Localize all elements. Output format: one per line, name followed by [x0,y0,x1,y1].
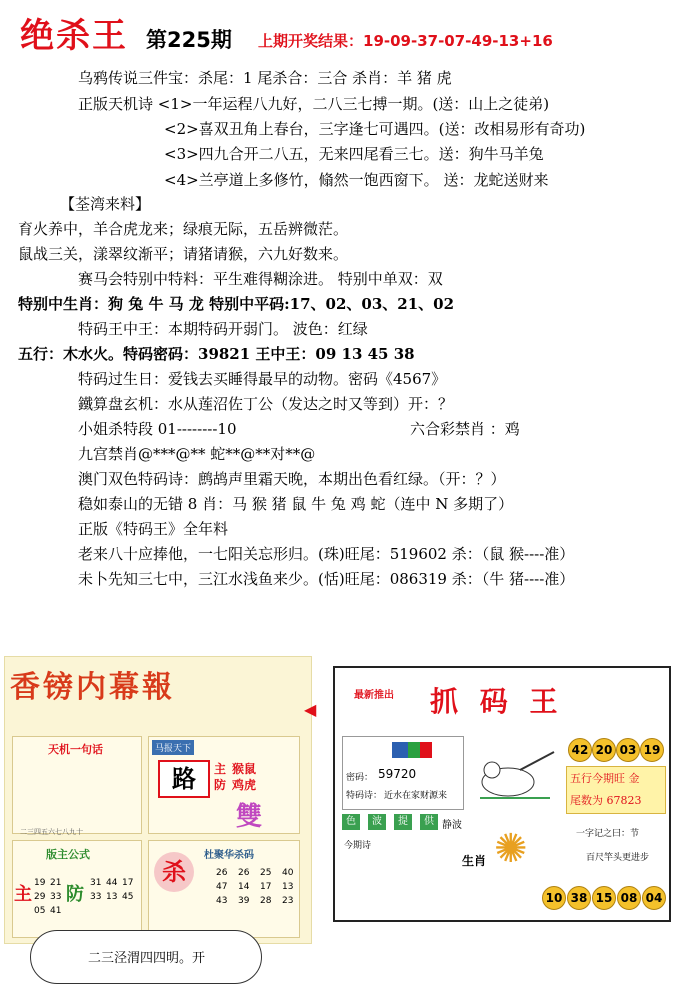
fang-label: 防 [214,778,227,792]
line-5: <4>兰亭道上多修竹，翛然一饱西窗下。 送：龙蛇送财来 [164,171,549,189]
poem-label: 今期诗 [344,841,372,851]
line-22: 未卜先知三七中，三江水浅鱼来少。(恬)旺尾：086319 杀：（牛 猪----准） [78,570,575,588]
num-l-11: 13 [106,892,118,902]
sha-3: 25 [260,868,272,878]
ball-top-1: 42 [568,738,592,762]
line-11: 特码王中王：本期特码开弱门。 波色：红绿 [78,320,368,338]
mima-value: 59720 [378,767,417,781]
sha-4: 40 [282,868,294,878]
yizi-text: 一字记之曰：节 [576,829,640,839]
baichi-text: 百尺竿头更进步 [586,853,650,863]
seal-1: 色 [342,814,360,830]
last-result: 上期开奖结果：19-09-37-07-49-13+16 [258,32,553,50]
sha-title: 杜聚华杀码 [204,850,254,861]
zhu2-label: 主 [14,884,32,905]
num-l-9: 17 [122,878,134,888]
ball-bottom-3: 15 [592,886,616,910]
num-l-2: 21 [50,878,62,888]
wuxing-text: 五行今期旺 金 [570,772,640,785]
line-19: 稳如泰山的无错 8 肖：马 猴 猪 鼠 牛 兔 鸡 蛇（连中 N 多期了） [78,495,514,513]
num-l-1: 19 [34,878,46,888]
sha-2: 26 [238,868,250,878]
ball-bottom-2: 38 [567,886,591,910]
num-l-5: 33 [50,892,62,902]
tianji-title: 天机一句话 [48,743,103,756]
sun-icon: ✺ [494,826,528,872]
seal-4: 供 [420,814,438,830]
sha-1: 26 [216,868,228,878]
seal-3: 提 [394,814,412,830]
line-16: 六合彩禁肖 ：鸡 [410,420,520,438]
sha-char: 杀 [154,852,194,892]
seal-5: 静波 [442,820,462,831]
zhuyou-label: 马报天下 [152,740,194,755]
num-l-8: 44 [106,878,118,888]
shengxiao-label: 生肖 [462,854,487,868]
line-17: 九宫禁肖@***@** 蛇**@**对**@ [78,445,316,463]
line-7: 育火养中，羊合虎龙来；绿痕无际，五岳辨微茫。 [18,220,349,238]
right-banner-small: 最新推出 [354,690,394,701]
left-poster-title: 香镑内幕報 [10,670,175,705]
sha-8: 13 [282,882,294,892]
page-title: 绝杀王 [20,16,128,56]
shuang-char: 雙 [236,802,263,832]
line-18: 澳门双色特码诗：鹧鸪声里霜天晚，本期出色看红绿。（开：？） [78,470,506,488]
ball-top-2: 20 [592,738,616,762]
sha-10: 39 [238,896,250,906]
sha-5: 47 [216,882,228,892]
seal-2: 波 [368,814,386,830]
ball-top-3: 03 [616,738,640,762]
num-l-3: 29 [34,892,46,902]
right-poster-title: 抓 码 王 [430,685,564,718]
ball-bottom-1: 10 [542,886,566,910]
line-2: 正版天机诗 <1>一年运程八九好，二八三七搏一期。(送：山上之徒弟) [78,95,550,113]
line-13: 特码过生日：爱钱去买睡得最早的动物。密码《4567》 [78,370,447,388]
num-l-10: 33 [90,892,102,902]
line-9: 赛马会特别中特料：平生难得糊涂进。 特别中单双：双 [78,270,443,288]
mima-label: 密码： [346,773,374,783]
line-10: 特别中生肖：狗 兔 牛 马 龙 特别中平码:17、02、03、21、02 [18,295,455,313]
line-3: <2>喜双丑角上春台，三字逢七可遇四。(送：改相易形有奇功) [164,120,586,138]
fang-value: 鸡虎 [232,778,257,792]
line-6: 【荃湾来料】 [60,195,151,213]
num-l-7: 31 [90,878,102,888]
line-15: 小姐杀特段 01--------10 [78,420,237,438]
sha-11: 28 [260,896,272,906]
line-8: 鼠战三关，漾翠纹渐平；请猪请猴，六九好数来。 [18,245,349,263]
arrow-icon: ◀ [304,700,317,719]
weishu-text: 尾数为 67823 [570,794,642,807]
ball-bottom-5: 04 [642,886,666,910]
lu-char: 路 [158,760,210,798]
tema-value: 近水在家财源来 [384,791,448,801]
line-4: <3>四九合开二八五，无来四尾看三七。送：狗牛马羊兔 [164,145,544,163]
zhu-value: 猴鼠 [232,762,257,776]
line-1: 乌鸦传说三件宝：杀尾：1 尾杀合：三合 杀肖：羊 猪 虎 [78,69,452,87]
zhu-label: 主 [214,762,227,776]
num-l-12: 45 [122,892,134,902]
sha-6: 14 [238,882,250,892]
logo-icon [392,742,432,758]
issue-number: 第225期 [146,28,232,52]
ball-top-4: 19 [640,738,664,762]
sha-12: 23 [282,896,294,906]
sha-9: 43 [216,896,228,906]
bird-picture-icon [470,740,558,804]
tianji-text: 二三四五六七八九十 [20,828,83,836]
num-l-6: 41 [50,906,62,916]
ball-bottom-4: 08 [617,886,641,910]
sha-7: 17 [260,882,272,892]
tema-label: 特码诗： [346,791,383,801]
num-l-4: 05 [34,906,46,916]
fang2-label: 防 [66,884,84,905]
cloud-text: 二三泾渭四四明。开 [88,951,206,966]
banzhu-title: 版主公式 [46,848,90,861]
line-20: 正版《特码王》全年料 [78,520,229,538]
line-12: 五行：木水火。特码密码：39821 王中王：09 13 45 38 [18,345,415,363]
line-21: 老来八十应捧他，一七阳关忘形归。(珠)旺尾：519602 杀：（鼠 猴----准） [78,545,575,563]
line-14: 鐵算盘玄机：水从莲沼佐丁公（发达之时又等到）开：？ [78,395,454,413]
